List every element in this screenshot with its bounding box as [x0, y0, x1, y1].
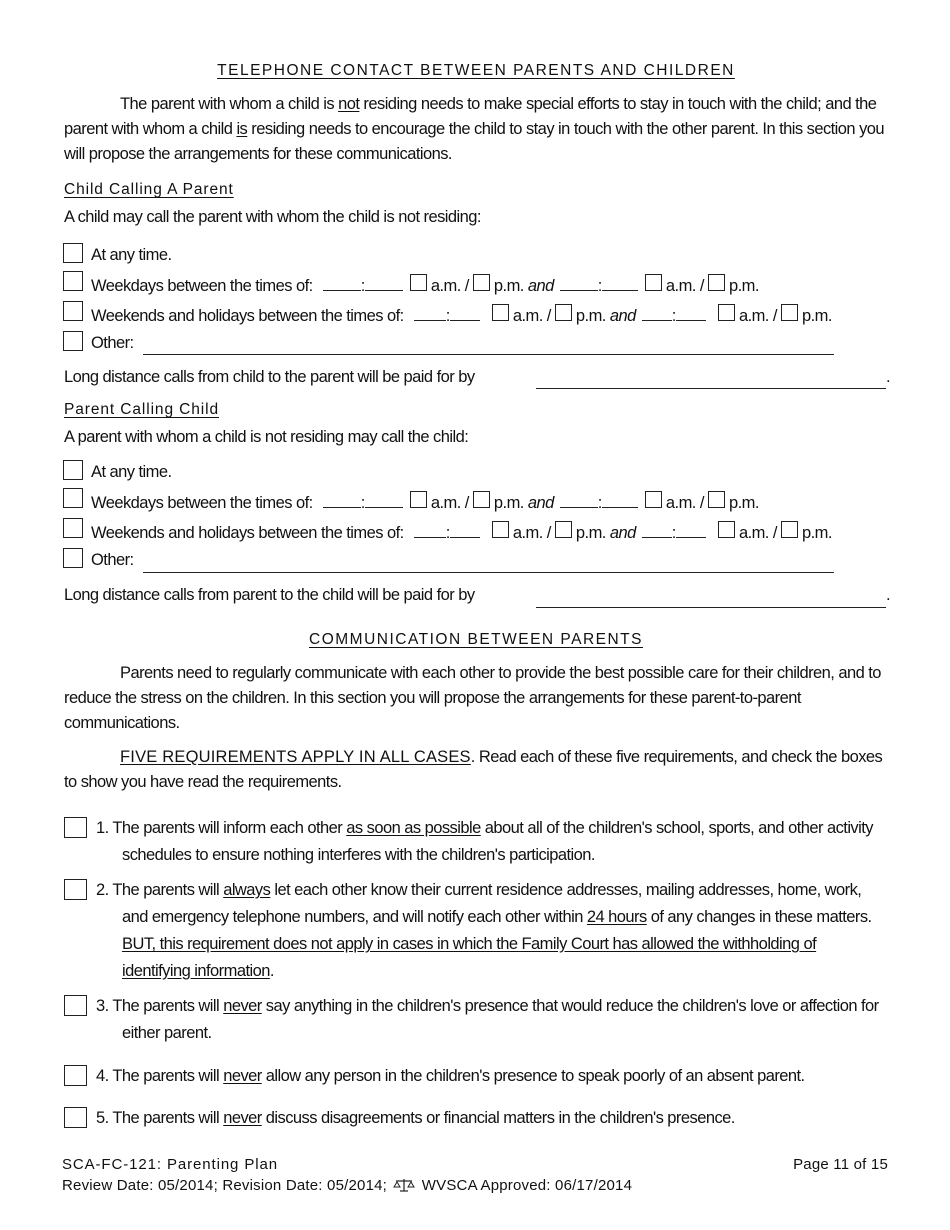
parent-weekdays-end-minute-field[interactable]	[602, 493, 638, 508]
telephone-intro-paragraph: The parent with whom a child is not residing needs to make special efforts to stay in touch with the child; and the parent with whom a child is residing needs to encourage the child to stay in touch with the other parent. In this section you will propose the arrangements for these communications.	[64, 95, 885, 163]
parent-weekends-start-hour-field[interactable]	[414, 523, 446, 538]
requirement-5-text: 5. The parents will never discuss disagreements or financial matters in the children's presence.	[96, 1109, 735, 1127]
parent-long-distance-period: .	[886, 586, 891, 604]
parent-other-field[interactable]	[143, 572, 834, 573]
parent-weekends-checkbox[interactable]	[63, 518, 83, 538]
child-calling-prompt: A child may call the parent with whom the child is not residing:	[64, 208, 481, 226]
child-long-distance-period: .	[886, 368, 891, 386]
child-anytime-label: At any time.	[91, 246, 172, 264]
child-other-field[interactable]	[143, 354, 834, 355]
parent-weekdays-end-hour-field[interactable]	[560, 493, 598, 508]
child-weekdays-start-pm-checkbox[interactable]	[473, 274, 490, 291]
child-long-distance-payer-field[interactable]	[536, 388, 886, 389]
footer-page-number: Page 11 of 15	[793, 1156, 888, 1173]
requirement-1-text: 1. The parents will inform each other as soon as possible about all of the children's school, sports, and other activity schedules to ensure nothing interferes with the children's participation.	[96, 819, 873, 864]
five-requirements-paragraph: FIVE REQUIREMENTS APPLY IN ALL CASES. Read each of these five requirements, and check the boxes to show you have read the requirements.	[64, 748, 883, 791]
child-weekends-start-minute-field[interactable]	[450, 306, 480, 321]
child-other-label: Other:	[91, 334, 134, 352]
parent-calling-prompt: A parent with whom a child is not residing may call the child:	[64, 428, 469, 446]
footer-form-id: SCA-FC-121: Parenting Plan	[62, 1156, 278, 1173]
scales-of-justice-icon	[393, 1177, 415, 1197]
requirement-4-text: 4. The parents will never allow any person in the children's presence to speak poorly of an absent parent.	[96, 1067, 805, 1085]
child-weekends-start-am-checkbox[interactable]	[492, 304, 509, 321]
parent-weekends-start-am-checkbox[interactable]	[492, 521, 509, 538]
parent-weekends-end-minute-field[interactable]	[676, 523, 706, 538]
parent-weekends-start-pm-checkbox[interactable]	[555, 521, 572, 538]
child-calling-subheading: Child Calling A Parent	[64, 181, 234, 198]
child-weekends-row: Weekends and holidays between the times of: : a.m. / p.m. and : a.m. / p.m.	[91, 304, 832, 326]
child-weekdays-start-am-checkbox[interactable]	[410, 274, 427, 291]
requirement-5-checkbox[interactable]	[64, 1107, 87, 1128]
child-weekdays-start-minute-field[interactable]	[365, 276, 403, 291]
parent-anytime-checkbox[interactable]	[63, 460, 83, 480]
parent-long-distance-label: Long distance calls from parent to the child will be paid for by	[64, 586, 475, 604]
parent-weekends-row: Weekends and holidays between the times of: : a.m. / p.m. and : a.m. / p.m.	[91, 521, 832, 543]
telephone-contact-heading: TELEPHONE CONTACT BETWEEN PARENTS AND CHILDREN	[217, 62, 735, 79]
communication-intro-paragraph: Parents need to regularly communicate with each other to provide the best possible care for their children, and to reduce the stress on the children. In this section you will propose the arrangements for these parent-to-parent communications.	[64, 664, 881, 732]
parent-weekdays-start-hour-field[interactable]	[323, 493, 361, 508]
five-requirements-label: FIVE REQUIREMENTS APPLY IN ALL CASES	[120, 748, 471, 766]
child-weekends-end-am-checkbox[interactable]	[718, 304, 735, 321]
child-weekends-end-pm-checkbox[interactable]	[781, 304, 798, 321]
child-anytime-checkbox[interactable]	[63, 243, 83, 263]
child-weekdays-end-minute-field[interactable]	[602, 276, 638, 291]
requirement-2-text: 2. The parents will always let each other know their current residence addresses, mailing addresses, home, work, and emergency telephone numbers, and will notify each other within 24 hours of any changes in these matters. BUT, this requirement does not apply in cases in which the Family Court has allowed the withholding of identifying information.	[96, 881, 872, 980]
child-weekends-start-pm-checkbox[interactable]	[555, 304, 572, 321]
child-weekends-end-minute-field[interactable]	[676, 306, 706, 321]
child-weekends-end-hour-field[interactable]	[642, 306, 672, 321]
communication-between-parents-heading: COMMUNICATION BETWEEN PARENTS	[309, 631, 643, 648]
parent-anytime-label: At any time.	[91, 463, 172, 481]
child-weekdays-checkbox[interactable]	[63, 271, 83, 291]
child-long-distance-label: Long distance calls from child to the parent will be paid for by	[64, 368, 475, 386]
parent-other-checkbox[interactable]	[63, 548, 83, 568]
requirement-3-checkbox[interactable]	[64, 995, 87, 1016]
parent-long-distance-payer-field[interactable]	[536, 607, 886, 608]
parent-weekends-end-am-checkbox[interactable]	[718, 521, 735, 538]
parent-weekdays-checkbox[interactable]	[63, 488, 83, 508]
requirement-2-checkbox[interactable]	[64, 879, 87, 900]
child-weekdays-row: Weekdays between the times of: : a.m. / p.m. and : a.m. / p.m.	[91, 274, 759, 296]
parent-weekdays-end-am-checkbox[interactable]	[645, 491, 662, 508]
footer-review-line: Review Date: 05/2014; Revision Date: 05/2014; WVSCA Approved: 06/17/2014	[62, 1177, 632, 1197]
parent-calling-subheading: Parent Calling Child	[64, 401, 219, 418]
parent-weekdays-start-minute-field[interactable]	[365, 493, 403, 508]
parent-weekdays-start-pm-checkbox[interactable]	[473, 491, 490, 508]
parent-weekdays-end-pm-checkbox[interactable]	[708, 491, 725, 508]
parent-weekdays-row: Weekdays between the times of: : a.m. / p.m. and : a.m. / p.m.	[91, 491, 759, 513]
requirement-4-checkbox[interactable]	[64, 1065, 87, 1086]
parent-weekdays-start-am-checkbox[interactable]	[410, 491, 427, 508]
child-weekdays-end-hour-field[interactable]	[560, 276, 598, 291]
requirement-1-checkbox[interactable]	[64, 817, 87, 838]
parent-weekends-start-minute-field[interactable]	[450, 523, 480, 538]
child-weekends-start-hour-field[interactable]	[414, 306, 446, 321]
child-weekdays-end-am-checkbox[interactable]	[645, 274, 662, 291]
child-weekdays-start-hour-field[interactable]	[323, 276, 361, 291]
requirement-3-text: 3. The parents will never say anything in the children's presence that would reduce the children's love or affection for either parent.	[96, 997, 879, 1042]
parent-weekends-end-pm-checkbox[interactable]	[781, 521, 798, 538]
child-weekdays-end-pm-checkbox[interactable]	[708, 274, 725, 291]
child-other-checkbox[interactable]	[63, 331, 83, 351]
parent-weekends-end-hour-field[interactable]	[642, 523, 672, 538]
parent-other-label: Other:	[91, 551, 134, 569]
child-weekends-checkbox[interactable]	[63, 301, 83, 321]
